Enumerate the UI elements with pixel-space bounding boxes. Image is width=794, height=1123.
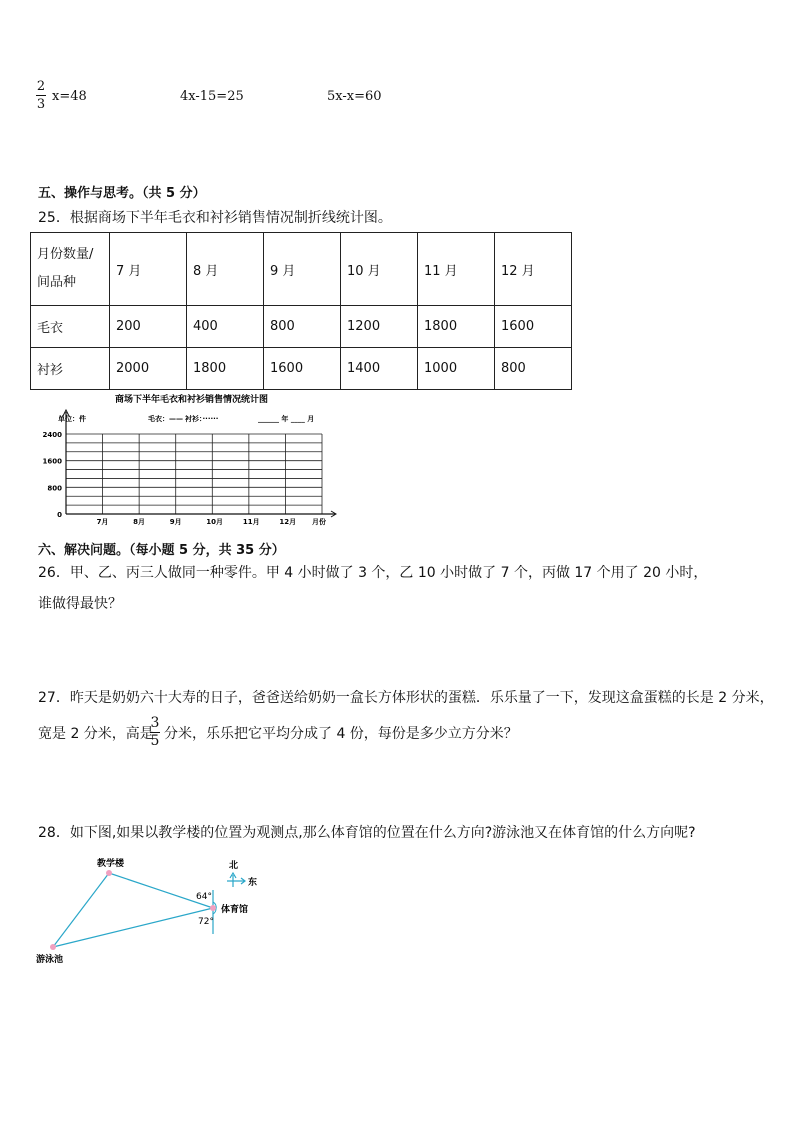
month-header: 11 月 <box>418 233 495 306</box>
table-row <box>31 306 572 348</box>
school-point <box>106 870 112 876</box>
gym-label: 体育馆 <box>221 905 249 915</box>
direction-map <box>30 852 290 972</box>
x-axis-unit: 月份 <box>312 518 326 526</box>
line-school-gym <box>109 873 213 908</box>
pool-label: 游泳池 <box>36 955 64 965</box>
table-cell: 1200 <box>341 306 418 348</box>
question-27-line-2a: 宽是 2 分米，高是 <box>38 726 154 742</box>
corner-line-1: 月份数量/ <box>37 247 94 262</box>
row-label: 衬衫 <box>31 348 110 390</box>
corner-line-2: 间品种 <box>37 275 77 290</box>
question-26-line-1: 26．甲、乙、丙三人做同一种零件。甲 4 小时做了 3 个，乙 10 小时做了 7 个，丙做 17 个用了 20 小时， <box>38 565 708 581</box>
month-header: 10 月 <box>341 233 418 306</box>
table-cell: 2000 <box>110 348 187 390</box>
table-cell: 1600 <box>264 348 341 390</box>
y-tick-label: 800 <box>47 484 62 493</box>
x-tick-label: 10月 <box>206 518 224 526</box>
section-6-heading: 六、解决问题。（每小题 5 分，共 35 分） <box>38 543 285 558</box>
fraction-numerator: 3 <box>150 715 160 731</box>
pool-point <box>50 944 56 950</box>
angle-top-label: 64° <box>196 892 212 902</box>
fraction-numerator: 2 <box>36 79 46 94</box>
question-26-line-2: 谁做得最快？ <box>38 596 122 612</box>
month-header: 9 月 <box>264 233 341 306</box>
sales-table <box>30 232 572 390</box>
fraction-three-fifths <box>150 715 160 750</box>
table-cell: 1400 <box>341 348 418 390</box>
chart-axes <box>63 410 336 517</box>
y-tick-label: 0 <box>57 511 62 519</box>
x-tick-label: 8月 <box>133 518 146 526</box>
month-header: 7 月 <box>110 233 187 306</box>
sales-line-chart <box>30 390 350 532</box>
section-5-heading: 五、操作与思考。（共 5 分） <box>38 186 206 201</box>
equation-3: 5x-x=60 <box>327 89 382 104</box>
month-header: 12 月 <box>495 233 572 306</box>
month-header: 8 月 <box>187 233 264 306</box>
table-cell: 1800 <box>187 348 264 390</box>
x-tick-label: 11月 <box>242 518 260 526</box>
chart-grid <box>66 434 322 514</box>
x-tick-label: 7月 <box>96 518 109 526</box>
equation-1: x=48 <box>52 89 87 104</box>
fraction-denominator: 3 <box>36 97 46 112</box>
corner-cell <box>31 233 110 306</box>
gym-point <box>210 905 216 911</box>
equation-2: 4x-15=25 <box>180 89 244 104</box>
x-tick-labels <box>97 518 297 526</box>
table-row <box>31 348 572 390</box>
x-tick-label: 9月 <box>169 518 182 526</box>
table-cell: 1000 <box>418 348 495 390</box>
question-27-line-1: 27．昨天是奶奶六十大寿的日子，爸爸送给奶奶一盒长方体形状的蛋糕．乐乐量了一下，发现这盒蛋糕的长是 2 分米， <box>38 690 774 706</box>
legend-date-blank: ______ 年 ____ 月 <box>258 415 315 423</box>
fraction-denominator: 5 <box>150 733 160 749</box>
y-tick-label: 1600 <box>42 457 62 466</box>
line-pool-gym <box>53 908 213 947</box>
table-header-row <box>31 233 572 306</box>
north-label: 北 <box>229 861 239 871</box>
legend-shirt: 衬衫：······ <box>185 415 219 423</box>
y-tick-labels <box>43 431 63 519</box>
table-cell: 1800 <box>418 306 495 348</box>
angle-bottom-label: 72° <box>198 917 214 927</box>
chart-unit-label: 单位：件 <box>58 415 86 423</box>
fraction-two-thirds <box>36 78 46 113</box>
question-28: 28．如下图,如果以教学楼的位置为观测点,那么体育馆的位置在什么方向?游泳池又在体育馆的什么方向呢? <box>38 825 696 841</box>
table-cell: 200 <box>110 306 187 348</box>
table-cell: 800 <box>264 306 341 348</box>
table-cell: 400 <box>187 306 264 348</box>
legend-sweater: 毛衣：—— <box>148 415 183 423</box>
x-tick-label: 12月 <box>279 518 297 526</box>
table-cell: 1600 <box>495 306 572 348</box>
y-tick-label: 2400 <box>42 431 62 439</box>
chart-title: 商场下半年毛衣和衬衫销售情况统计图 <box>115 395 269 405</box>
question-27-line-2b: 分米，乐乐把它平均分成了 4 份，每份是多少立方分米？ <box>164 726 518 742</box>
east-label: 东 <box>248 878 258 888</box>
compass-icon <box>227 873 245 887</box>
table-cell: 800 <box>495 348 572 390</box>
row-label: 毛衣 <box>31 306 110 348</box>
question-25: 25．根据商场下半年毛衣和衬衫销售情况制折线统计图。 <box>38 210 392 226</box>
school-label: 教学楼 <box>97 859 125 869</box>
